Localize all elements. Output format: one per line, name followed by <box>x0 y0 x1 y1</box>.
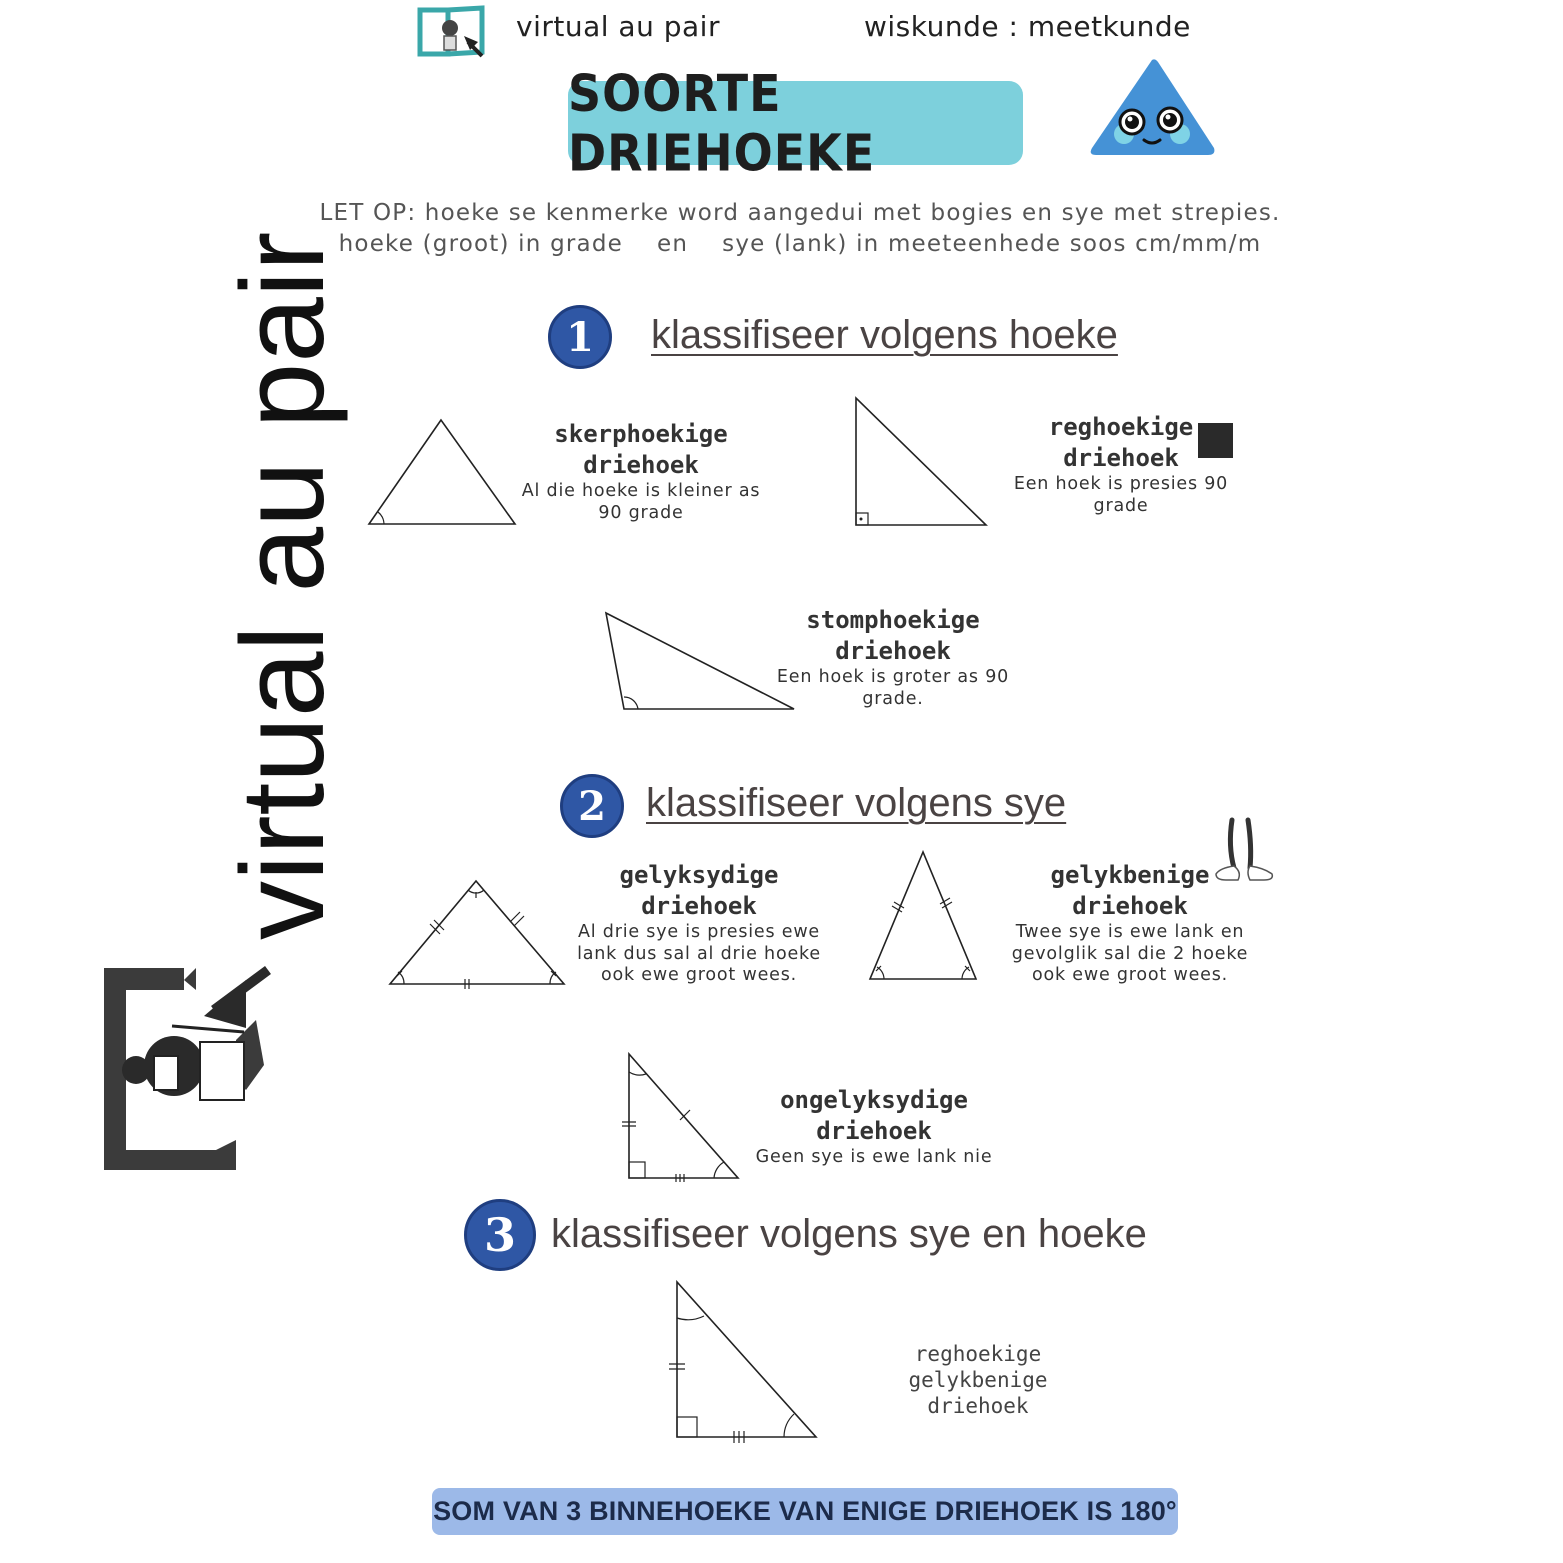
right-angle-square-icon <box>1198 423 1233 458</box>
obtuse-name: stomphoekige driehoek <box>806 606 980 665</box>
acute-name: skerphoekige driehoek <box>554 420 728 479</box>
page-title: SOORTE DRIEHOEKE <box>568 63 876 183</box>
book-logo-icon <box>416 4 488 60</box>
section-2-badge: 2 <box>560 774 624 838</box>
footer-text: SOM VAN 3 BINNEHOEKE VAN ENIGE DRIEHOEK IS 180° <box>433 1496 1177 1526</box>
right-isosceles-line-2: gelykbenige <box>908 1368 1048 1392</box>
obtuse-desc: Een hoek is groter as 90 grade. <box>776 667 1010 709</box>
note-line-1: LET OP: hoeke se kenmerke word aangedui met bogies en sye met strepies. <box>319 200 1281 226</box>
section-2-title: klassifiseer volgens sye <box>646 781 1067 825</box>
isosceles-desc: Twee sye is ewe lank en gevolglik sal die 2 hoeke ook ewe groot wees. <box>1011 922 1249 985</box>
equilateral-desc: Al drie sye is presies ewe lank dus sal al drie hoeke ook ewe groot wees. <box>577 922 821 985</box>
acute-triangle <box>360 410 530 540</box>
section-3-title: klassifiseer volgens sye en hoeke <box>551 1212 1147 1256</box>
right-isosceles-triangle <box>666 1274 826 1444</box>
equilateral-triangle <box>384 872 569 992</box>
side-logo-icon <box>96 960 276 1180</box>
brand-name: virtual au pair <box>516 10 720 43</box>
side-brand <box>128 231 349 940</box>
isosceles-name: gelykbenige driehoek <box>1050 861 1210 920</box>
acute-label <box>510 419 772 524</box>
footer-banner <box>432 1488 1178 1535</box>
isosceles-triangle <box>862 844 987 989</box>
scalene-name: ongelyksydige driehoek <box>780 1086 968 1145</box>
equilateral-label <box>574 860 824 987</box>
equilateral-name: gelyksydige driehoek <box>619 861 779 920</box>
triangle-mascot-icon <box>1088 56 1218 158</box>
obtuse-label <box>772 605 1014 710</box>
right-isosceles-line-3: driehoek <box>927 1394 1029 1418</box>
subject-label: wiskunde : meetkunde <box>864 10 1191 43</box>
section-1-title: klassifiseer volgens hoeke <box>651 313 1118 357</box>
right-isosceles-label <box>878 1341 1078 1419</box>
obtuse-triangle <box>600 605 800 715</box>
scalene-triangle <box>618 1046 748 1182</box>
section-1-badge: 1 <box>548 305 612 369</box>
right-isosceles-line-1: reghoekige <box>914 1342 1042 1366</box>
title-banner <box>568 63 1023 183</box>
scalene-label <box>748 1085 1000 1169</box>
right-triangle <box>846 390 996 535</box>
section-3-badge: 3 <box>464 1199 536 1271</box>
legs-icon <box>1210 816 1280 886</box>
side-brand-text: virtual au pair <box>217 231 349 940</box>
note-line-2: hoeke (groot) in grade en sye (lank) in meeteenhede soos cm/mm/m <box>338 231 1262 257</box>
right-desc: Een hoek is presies 90 grade <box>1013 474 1229 516</box>
scalene-desc: Geen sye is ewe lank nie <box>755 1147 993 1167</box>
acute-desc: Al die hoeke is kleiner as 90 grade <box>521 481 761 523</box>
right-name: reghoekige driehoek <box>1048 413 1194 472</box>
